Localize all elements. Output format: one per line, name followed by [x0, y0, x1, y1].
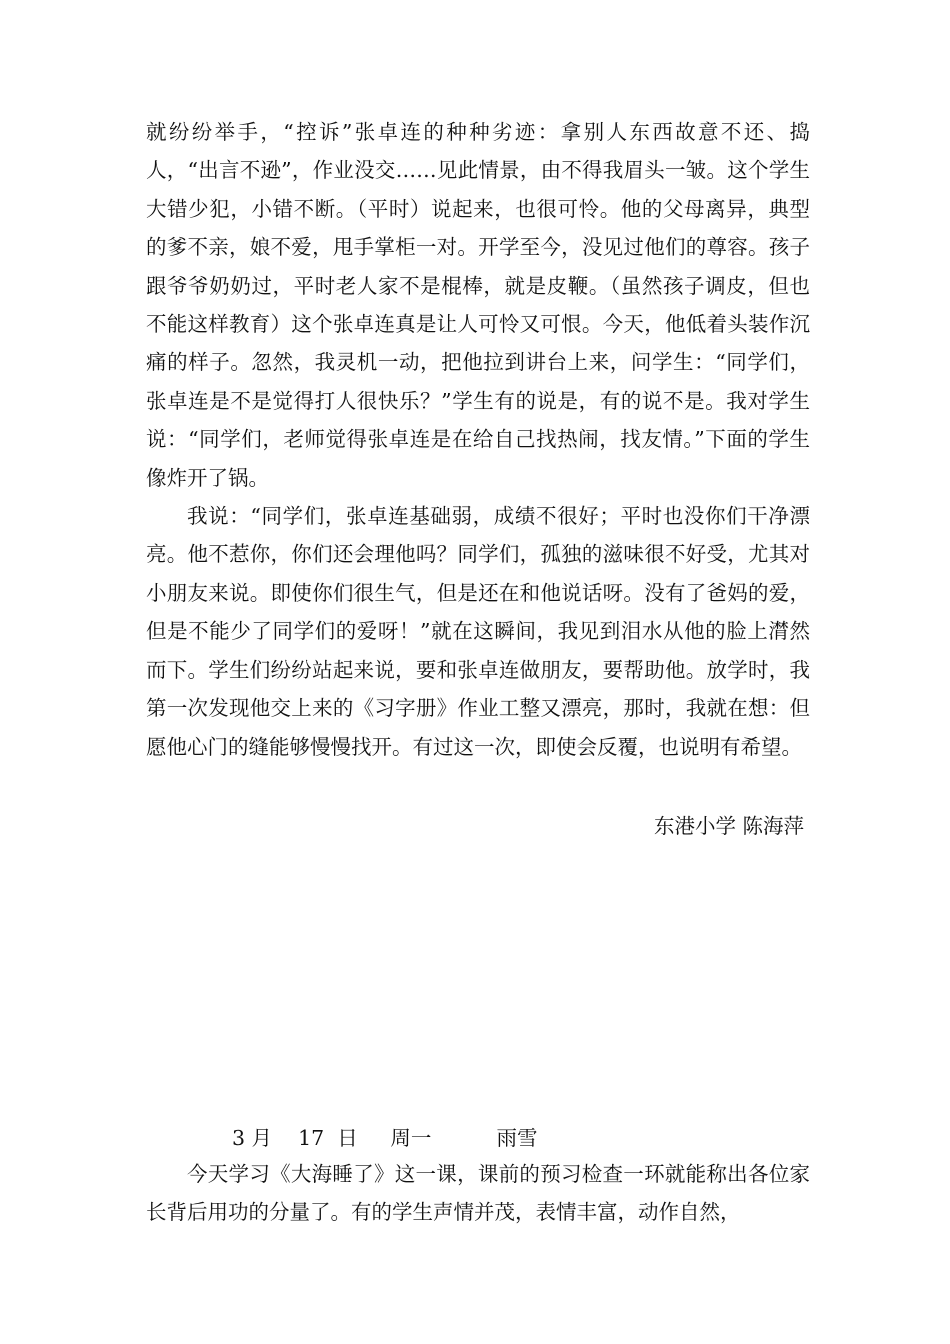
- paragraph-1: 就纷纷举手，“控诉”张卓连的种种劣迹：拿别人东西故意不还、捣人，“出言不逊”，作业没交……见此情景，由不得我眉头一皱。这个学生大错少犯，小错不断。（平时）说起来，也很可怜。他的父母离异，典型的爹不亲，娘不爱，甩手掌柜一对。开学至今，没见过他们的尊容。孩子跟爷爷奶奶过，平时老人家不是棍棒，就是皮鞭。（虽然孩子调皮，但也不能这样教育）这个张卓连真是让人可怜又可恨。今天，他低着头装作沉痛的样子。忽然，我灵机一动，把他拉到讲台上来，问学生：“同学们，张卓连是不是觉得打人很快乐？”学生有的说是，有的说不是。我对学生说：“同学们，老师觉得张卓连是在给自己找热闹，找友情。”下面的学生像炸开了锅。: [146, 120, 810, 490]
- entry-date-line: 3 月 17 日 周一 雨雪: [232, 1126, 538, 1150]
- entry-body-2: [146, 1155, 810, 1232]
- paragraph-3: 今天学习《大海睡了》这一课，课前的预习检查一环就能称出各位家长背后用功的分量了。有的学生声情并茂，表情丰富，动作自然，: [146, 1162, 810, 1225]
- entry-body-1: [146, 113, 810, 766]
- author-signature: 东港小学 陈海萍: [653, 814, 804, 838]
- paragraph-2: 我说：“同学们，张卓连基础弱，成绩不很好；平时也没你们干净漂亮。他不惹你，你们还会理他吗？同学们，孤独的滋味很不好受，尤其对小朋友来说。即使你们很生气，但是还在和他说话呀。没有了爸妈的爱，但是不能少了同学们的爱呀！”就在这瞬间，我见到泪水从他的脸上潸然而下。学生们纷纷站起来说，要和张卓连做朋友，要帮助他。放学时，我第一次发现他交上来的《习字册》作业工整又漂亮，那时，我就在想：但愿他心门的缝能够慢慢找开。有过这一次，即使会反覆，也说明有希望。: [146, 504, 810, 759]
